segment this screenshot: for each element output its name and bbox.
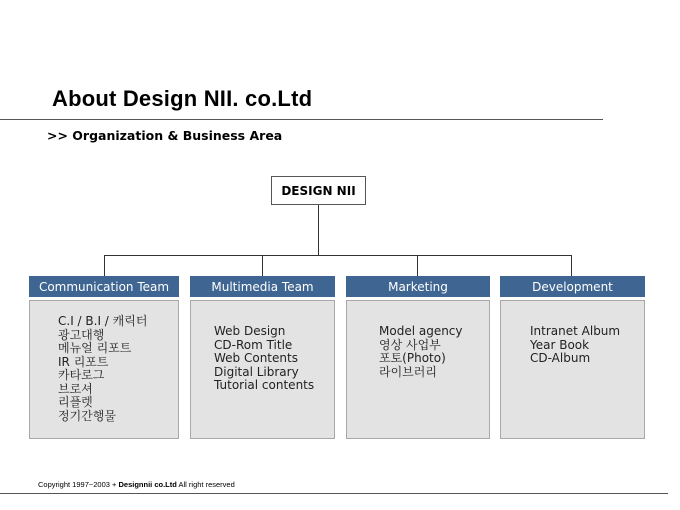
team-body-marketing (346, 300, 490, 439)
list-item: C.I / B.I / 캐릭터 (58, 314, 148, 328)
footer-divider (0, 493, 668, 494)
connector-team-2 (262, 255, 263, 276)
footer-prefix: Copyright 1997~2003 + (38, 480, 119, 489)
list-item: Year Book (530, 337, 590, 352)
list-item: Tutorial contents (214, 378, 315, 392)
list-item: 카타로그 (58, 368, 105, 382)
list-item: 포토(Photo) (379, 351, 446, 365)
list-item: CD-Album (530, 351, 591, 365)
connector-team-1 (104, 255, 105, 276)
list-item: 라이브러리 (379, 364, 437, 379)
page-subtitle: >> Organization & Business Area (47, 128, 283, 143)
list-item: 영상 사업부 (379, 337, 441, 352)
list-item: CD-Rom Title (214, 337, 293, 352)
list-item: Model agency (379, 324, 463, 338)
list-item: 광고대행 (58, 327, 105, 342)
list-item: 리플렛 (58, 395, 93, 409)
team-items-development (530, 325, 620, 366)
list-item: Digital Library (214, 364, 299, 379)
team-body-development (500, 300, 645, 439)
team-header-communication: Communication Team (29, 276, 179, 297)
connector-team-3 (417, 255, 418, 276)
team-items-multimedia (214, 325, 314, 393)
list-item: 메뉴얼 리포트 (58, 341, 132, 355)
team-items-marketing (379, 325, 463, 379)
list-item: Web Contents (214, 351, 298, 365)
connector-root-down (318, 205, 319, 255)
team-header-multimedia: Multimedia Team (190, 276, 335, 297)
list-item: 브로셔 (58, 381, 93, 396)
title-divider (0, 119, 603, 120)
team-body-multimedia (190, 300, 335, 439)
footer-company: Designnii co.Ltd (118, 480, 177, 489)
team-body-communication (29, 300, 179, 439)
footer-suffix: All right reserved (176, 480, 235, 489)
list-item: 정기간행물 (58, 408, 116, 423)
org-root-box: DESIGN NII (271, 176, 366, 205)
list-item: Web Design (214, 324, 286, 338)
connector-horizontal (104, 255, 571, 256)
team-items-communication (58, 315, 147, 423)
team-header-marketing: Marketing (346, 276, 490, 297)
page-title: About Design NII. co.Ltd (52, 86, 313, 111)
footer-copyright (38, 480, 235, 489)
list-item: IR 리포트 (58, 354, 109, 369)
team-header-development: Development (500, 276, 645, 297)
connector-team-4 (571, 255, 572, 276)
list-item: Intranet Album (530, 324, 621, 338)
